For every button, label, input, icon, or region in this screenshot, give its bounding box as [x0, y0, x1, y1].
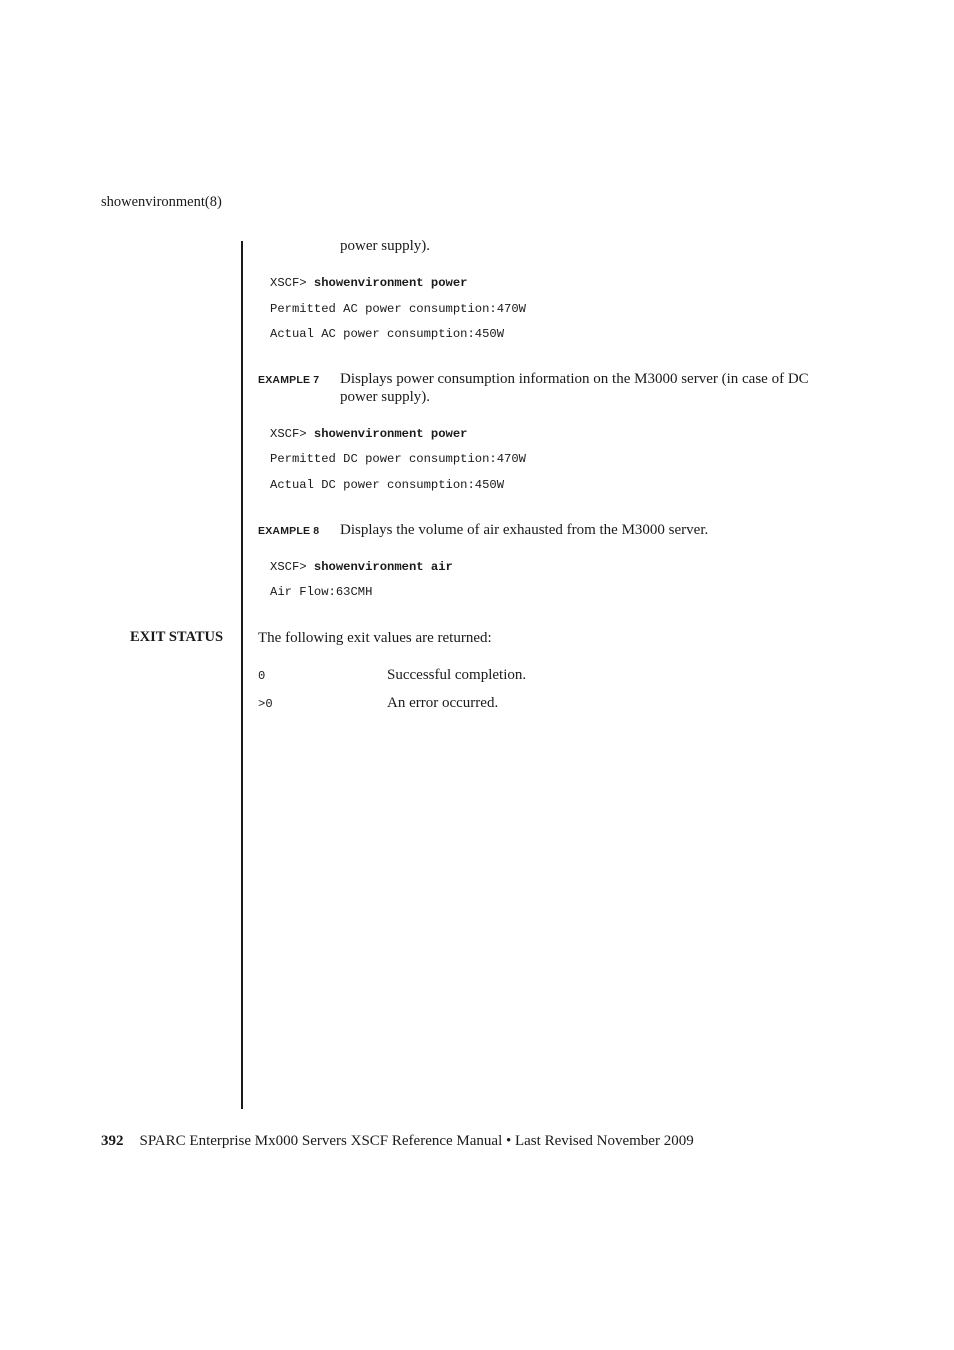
code-command-line [270, 276, 468, 290]
section-heading: EXIT STATUS [130, 629, 224, 645]
code-output-line: Permitted AC power consumption:470W [270, 302, 526, 316]
page-footer [101, 1133, 694, 1150]
exit-status-intro: The following exit values are returned: [258, 630, 492, 646]
example-description: Displays power consumption information on the M3000 server (in case of DC power supply). [340, 371, 809, 405]
code-command: showenvironment power [313, 276, 468, 290]
page-number: 392 [101, 1133, 124, 1149]
code-command-line [270, 560, 453, 574]
exit-code: 0 [258, 669, 266, 683]
example-description: Displays the volume of air exhausted from the M3000 server. [340, 522, 709, 538]
code-command-line [270, 427, 468, 441]
code-output-line: Permitted DC power consumption:470W [270, 452, 526, 466]
code-output-line: Actual DC power consumption:450W [270, 478, 505, 492]
code-prompt: XSCF> [270, 427, 307, 441]
exit-meaning: Successful completion. [387, 667, 527, 683]
code-prompt: XSCF> [270, 560, 307, 574]
continuation-text: power supply). [340, 238, 430, 254]
exit-meaning: An error occurred. [387, 695, 499, 711]
code-prompt: XSCF> [270, 276, 307, 290]
footer-title: SPARC Enterprise Mx000 Servers XSCF Reference Manual • Last Revised November 2009 [139, 1133, 694, 1149]
margin-rule [241, 241, 243, 1109]
example-label: EXAMPLE 7 [258, 374, 320, 386]
example-label: EXAMPLE 8 [258, 525, 320, 537]
exit-code: >0 [258, 697, 273, 711]
code-output-line: Actual AC power consumption:450W [270, 327, 505, 341]
code-command: showenvironment power [313, 427, 468, 441]
running-head: showenvironment(8) [101, 194, 222, 210]
code-command: showenvironment air [313, 560, 453, 574]
code-output-line: Air Flow:63CMH [270, 585, 373, 599]
